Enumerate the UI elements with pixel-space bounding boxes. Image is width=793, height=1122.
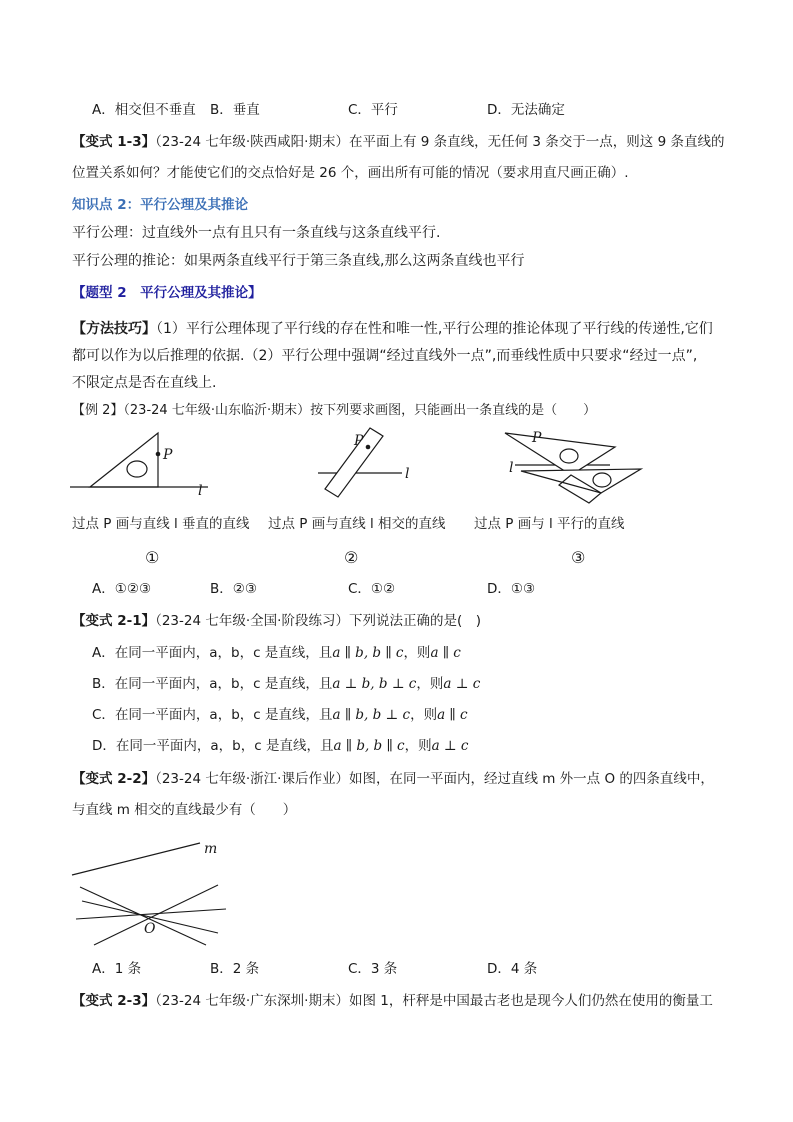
option-b: B．2 条: [210, 961, 260, 977]
number-3: ③: [571, 548, 586, 567]
label-m: m: [204, 841, 218, 857]
example-text: （23-24 七年级·山东临沂·期末）按下列要求画图，只能画出一条直线的是（ ）: [123, 403, 597, 418]
variant-text: （23-24 七年级·浙江·课后作业）如图，在同一平面内，经过直线 m 外一点 O 的四条直线中，: [155, 771, 714, 787]
option-a: A．1 条: [92, 961, 142, 977]
option-prefix: 在同一平面内，a，b，c 是直线，且: [114, 707, 333, 723]
option-result: a ⊥ c: [443, 676, 481, 692]
label-p: P: [354, 433, 364, 449]
option-c: C．3 条: [348, 961, 398, 977]
option-c: C．平行: [348, 102, 398, 118]
example-2: [72, 404, 596, 417]
method-line2: 都可以作为以后推理的依据.（2）平行公理中强调“经过直线外一点”,而垂线性质中只要求“经过一点”,: [72, 348, 698, 364]
option-condition: a ∥ b, b ∥ c: [333, 738, 405, 754]
variant-tag: 【变式 2-1】: [72, 613, 156, 629]
option-label: C．: [92, 707, 115, 723]
method-text: （1）平行公理体现了平行线的存在性和唯一性,平行公理的推论体现了平行线的传递性,它们: [156, 321, 713, 337]
option-sep: ，则: [410, 707, 438, 723]
caption-2: 过点 P 画与直线 l 相交的直线: [268, 516, 446, 532]
method-tag: 【方法技巧】: [72, 321, 156, 337]
option-b: B．②③: [210, 581, 257, 597]
figure-parallel: [505, 425, 655, 505]
method-line1: [72, 322, 713, 336]
variant-2-1-option-d: [92, 740, 468, 754]
variant-tag: 【变式 2-3】: [72, 993, 156, 1009]
option-label: B．: [92, 676, 115, 692]
option-d: D．无法确定: [487, 102, 565, 118]
example-tag: 【例 2】: [72, 403, 124, 418]
variant-text: （23-24 七年级·全国·阶段练习）下列说法正确的是( ): [155, 613, 481, 629]
variant-text: 在平面上有 9 条直线，无任何 3 条交于一点，则这 9 条直线的: [348, 134, 725, 150]
option-sep: ，则: [404, 738, 432, 754]
option-label: A．: [92, 645, 115, 661]
variant-2-2: [72, 773, 714, 787]
parallel-corollary: 平行公理的推论：如果两条直线平行于第三条直线,那么这两条直线也平行: [72, 253, 525, 269]
option-b: B．垂直: [210, 102, 260, 118]
number-1: ①: [145, 548, 160, 567]
option-condition: a ⊥ b, b ⊥ c: [332, 676, 417, 692]
figure-intersect: [310, 425, 420, 505]
variant-2-2-line2: 与直线 m 相交的直线最少有（ ）: [72, 802, 297, 818]
label-o: O: [144, 921, 156, 937]
number-2: ②: [344, 548, 359, 567]
option-label: D．: [92, 738, 116, 754]
option-prefix: 在同一平面内，a，b，c 是直线，且: [114, 645, 333, 661]
variant-2-1: [72, 615, 481, 629]
option-c: C．①②: [348, 581, 396, 597]
variant-text: （23-24 七年级·广东深圳·期末）如图 1，杆秤是中国最古老也是现今人们仍然在使用的衡量工: [155, 993, 713, 1009]
option-result: a ∥ c: [437, 707, 468, 723]
label-p: P: [163, 447, 173, 463]
method-line3: 不限定点是否在直线上.: [72, 375, 217, 391]
label-l: l: [198, 483, 203, 499]
variant-1-3: [72, 136, 724, 150]
knowledge-heading: 知识点 2：平行公理及其推论: [72, 197, 249, 213]
variant-1-3-line2: 位置关系如何？才能使它们的交点恰好是 26 个，画出所有可能的情况（要求用直尺画正确）.: [72, 165, 629, 181]
variant-2-3: [72, 995, 713, 1009]
variant-2-1-option-a: [92, 647, 461, 661]
option-result: a ⊥ c: [431, 738, 469, 754]
figure-perpendicular: [70, 425, 210, 500]
option-d: D．①③: [487, 581, 536, 597]
parallel-axiom: 平行公理：过直线外一点有且只有一条直线与这条直线平行.: [72, 225, 441, 241]
label-p: P: [532, 430, 542, 446]
type-heading: 【题型 2 平行公理及其推论】: [72, 285, 262, 301]
option-prefix: 在同一平面内，a，b，c 是直线，且: [115, 738, 334, 754]
option-prefix: 在同一平面内，a，b，c 是直线，且: [114, 676, 333, 692]
caption-3: 过点 P 画与 l 平行的直线: [474, 516, 625, 532]
variant-tag: 【变式 2-2】: [72, 771, 156, 787]
option-condition: a ∥ b, b ⊥ c: [332, 707, 411, 723]
option-sep: ，则: [416, 676, 444, 692]
variant-2-1-option-b: [92, 678, 480, 692]
option-sep: ，则: [403, 645, 431, 661]
variant-2-1-option-c: [92, 709, 468, 723]
option-a: A．①②③: [92, 581, 152, 597]
option-d: D．4 条: [487, 961, 538, 977]
label-l: l: [509, 460, 514, 476]
option-condition: a ∥ b, b ∥ c: [332, 645, 404, 661]
label-l: l: [405, 466, 410, 482]
option-result: a ∥ c: [430, 645, 461, 661]
variant-source: （23-24 七年级·陕西咸阳·期末）: [155, 134, 349, 150]
option-a: A．相交但不垂直: [92, 102, 196, 118]
variant-tag: 【变式 1-3】: [72, 134, 156, 150]
caption-1: 过点 P 画与直线 l 垂直的直线: [72, 516, 250, 532]
figure-lines-through-o: [68, 835, 228, 950]
